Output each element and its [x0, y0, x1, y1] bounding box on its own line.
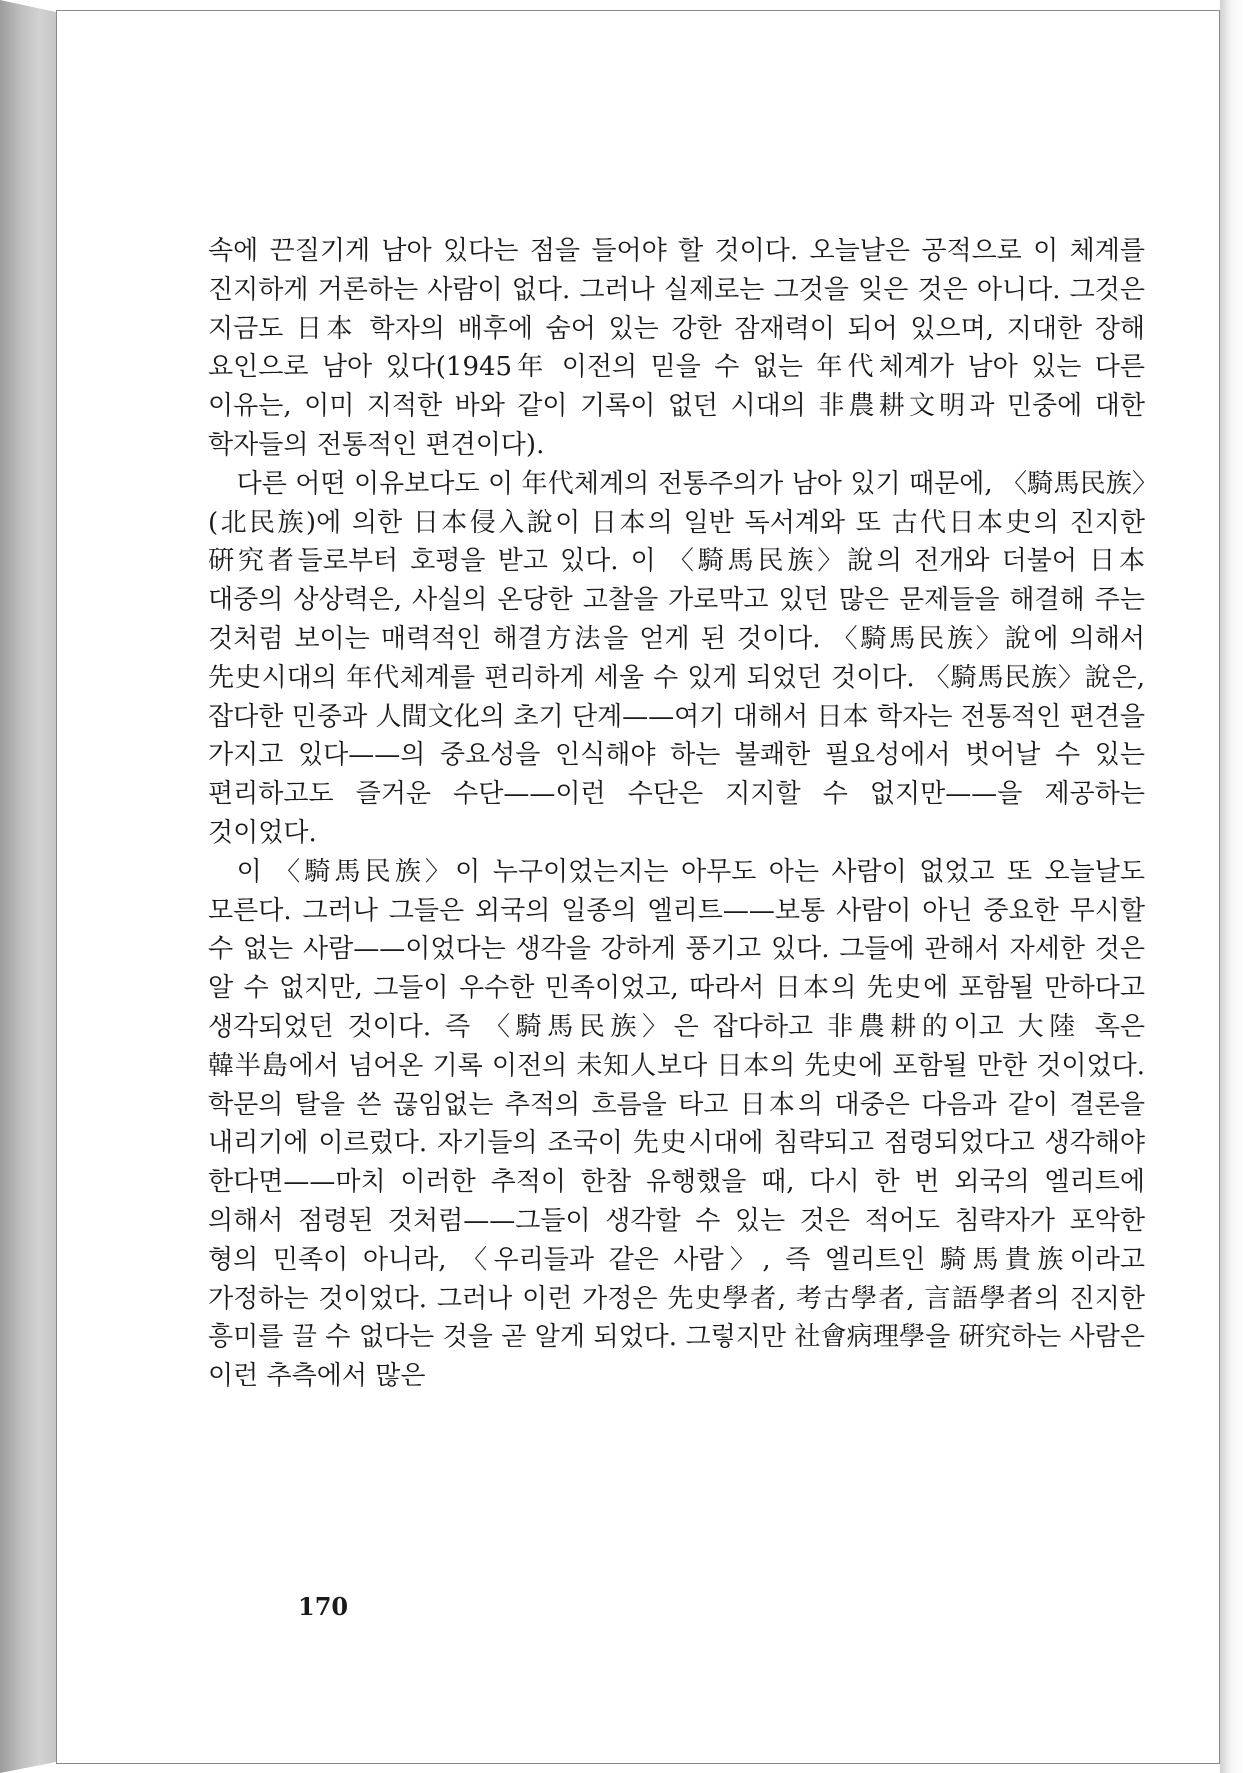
- page-edge-shadow: [1220, 0, 1245, 1773]
- paragraph-1: 속에 끈질기게 남아 있다는 점을 들어야 할 것이다. 오늘날은 공적으로 이 체계를 진지하게 거론하는 사람이 없다. 그러나 실제로는 그것을 잊은 것은 아니다. 그것은 지금도 日本 학자의 배후에 숨어 있는 강한 잠재력이 되어 있으며, 지대한 장해 요인으로 남아 있다(1945年 이전의 믿을 수 없는 年代체계가 남아 있는 다른 이유는, 이미 지적한 바와 같이 기록이 없던 시대의 非農耕文明과 민중에 대한 학자들의 전통적인 편견이다).: [208, 236, 1145, 460]
- page-text-body: [208, 232, 1145, 1396]
- paragraph-2: 다른 어떤 이유보다도 이 年代체계의 전통주의가 남아 있기 때문에, 〈騎馬民族〉(北民族)에 의한 日本侵入說이 日本의 일반 독서계와 또 古代日本史의 진지한 硏究者들로부터 호평을 받고 있다. 이 〈騎馬民族〉說의 전개와 더불어 日本 대중의 상상력은, 사실의 온당한 고찰을 가로막고 있던 많은 문제들을 해결해 주는 것처럼 보이는 매력적인 해결方法을 얻게 된 것이다. 〈騎馬民族〉說에 의해서 先史시대의 年代체계를 편리하게 세울 수 있게 되었던 것이다. 〈騎馬民族〉說은, 잡다한 민중과 人間文化의 초기 단계——여기 대해서 日本 학자는 전통적인 편견을 가지고 있다——의 중요성을 인식해야 하는 불쾌한 필요성에서 벗어날 수 있는 편리하고도 즐거운 수단——이런 수단은 지지할 수 없지만——을 제공하는 것이었다.: [208, 468, 1145, 848]
- paragraph-3: 이 〈騎馬民族〉이 누구이었는지는 아무도 아는 사람이 없었고 또 오늘날도 모른다. 그러나 그들은 외국의 일종의 엘리트——보통 사람이 아닌 중요한 무시할 수 없는 사람——이었다는 생각을 강하게 풍기고 있다. 그들에 관해서 자세한 것은 알 수 없지만, 그들이 우수한 민족이었고, 따라서 日本의 先史에 포함될 만하다고 생각되었던 것이다. 즉 〈騎馬民族〉은 잡다하고 非農耕的이고 大陸 혹은 韓半島에서 넘어온 기록 이전의 未知人보다 日本의 先史에 포함될 만한 것이었다. 학문의 탈을 쓴 끊임없는 추적의 흐름을 타고 日本의 대중은 다음과 같이 결론을 내리기에 이르렀다. 자기들의 조국이 先史시대에 침략되고 점령되었다고 생각해야 한다면——마치 이러한 추적이 한참 유행했을 때, 다시 한 번 외국의 엘리트에 의해서 점령된 것처럼——그들이 생각할 수 있는 것은 적어도 침략자가 포악한 형의 민족이 아니라, 〈우리들과 같은 사람〉, 즉 엘리트인 騎馬貴族이라고 가정하는 것이었다. 그러나 이런 가정은 先史學者, 考古學者, 言語學者의 진지한 흥미를 끌 수 없다는 것을 곧 알게 되었다. 그렇지만 社會病理學을 硏究하는 사람은 이런 추측에서 많은: [208, 856, 1145, 1392]
- page-number: 170: [298, 1592, 349, 1621]
- book-spine: [0, 0, 56, 1773]
